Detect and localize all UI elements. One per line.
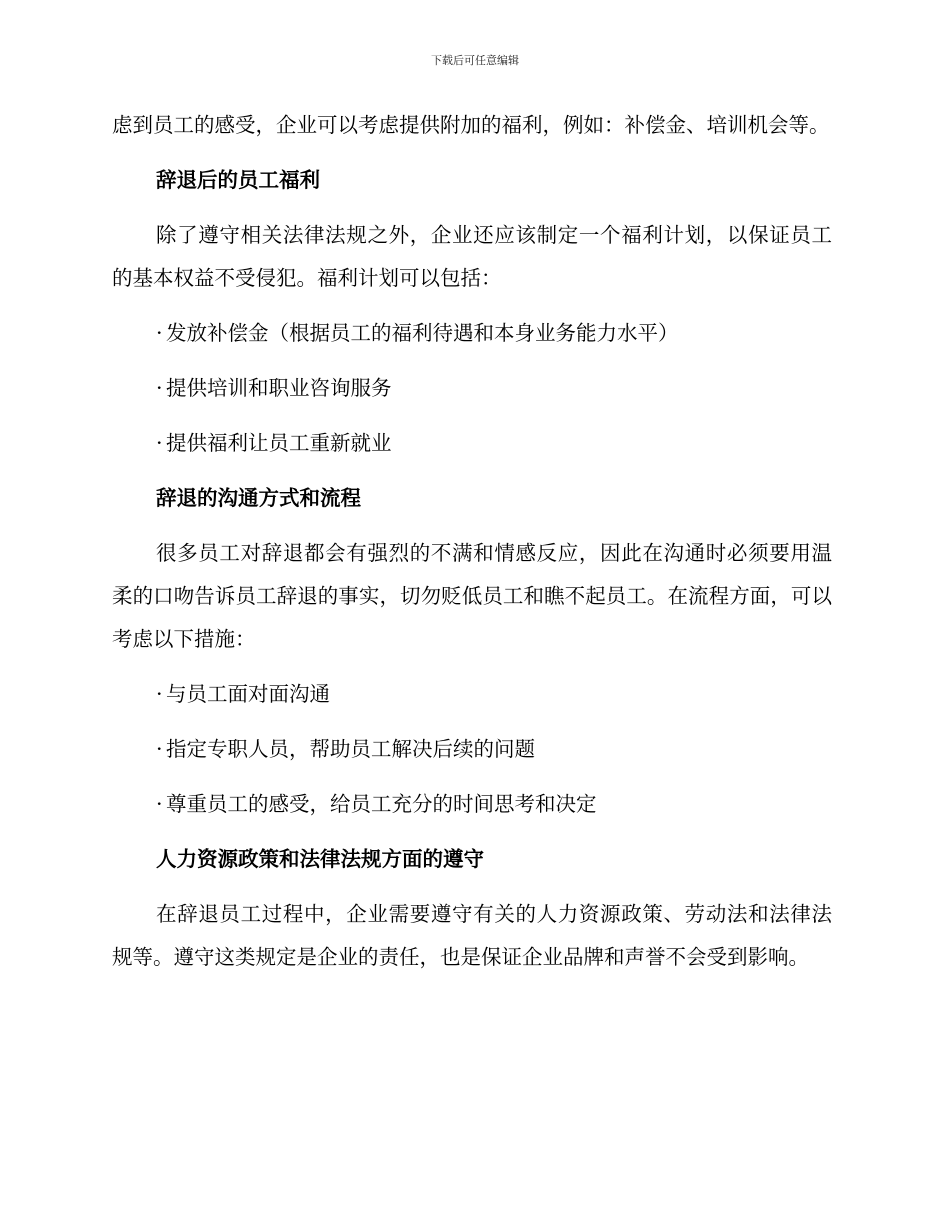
- list-item: [112, 673, 832, 716]
- bullet-icon: ·: [156, 792, 163, 816]
- list-item: [112, 728, 832, 771]
- section-heading-benefits: 辞退后的员工福利: [156, 168, 320, 192]
- paragraph-continuation: 虑到员工的感受，企业可以考虑提供附加的福利，例如：补偿金、培训机会等。: [112, 113, 830, 137]
- bullet-icon: ·: [156, 737, 163, 761]
- list-item-text: 与员工面对面沟通: [166, 682, 330, 706]
- bullet-icon: ·: [156, 431, 163, 455]
- page-header: 下载后可任意编辑: [431, 54, 519, 67]
- bullet-icon: ·: [156, 321, 163, 345]
- list-item-text: 尊重员工的感受，给员工充分的时间思考和决定: [166, 792, 597, 816]
- list-item: [112, 312, 832, 355]
- list-item-text: 发放补偿金（根据员工的福利待遇和本身业务能力水平）: [166, 321, 679, 345]
- paragraph-benefits: 除了遵守相关法律法规之外，企业还应该制定一个福利计划，以保证员工的基本权益不受侵犯。福利计划可以包括：: [112, 223, 832, 290]
- paragraph-communication: 很多员工对辞退都会有强烈的不满和情感反应，因此在沟通时必须要用温柔的口吻告诉员工辞退的事实，切勿贬低员工和瞧不起员工。在流程方面，可以考虑以下措施：: [112, 541, 832, 651]
- list-item: [112, 367, 832, 410]
- document-body: [112, 104, 832, 991]
- section-heading-compliance: 人力资源政策和法律法规方面的遵守: [156, 847, 484, 871]
- paragraph-compliance: 在辞退员工过程中，企业需要遵守有关的人力资源政策、劳动法和法律法规等。遵守这类规定是企业的责任，也是保证企业品牌和声誉不会受到影响。: [112, 902, 832, 969]
- section-heading-communication: 辞退的沟通方式和流程: [156, 486, 361, 510]
- list-item-text: 提供培训和职业咨询服务: [166, 376, 392, 400]
- list-item-text: 提供福利让员工重新就业: [166, 431, 392, 455]
- list-item: [112, 783, 832, 826]
- bullet-icon: ·: [156, 376, 163, 400]
- list-item-text: 指定专职人员，帮助员工解决后续的问题: [166, 737, 535, 761]
- bullet-icon: ·: [156, 682, 163, 706]
- list-item: [112, 422, 832, 465]
